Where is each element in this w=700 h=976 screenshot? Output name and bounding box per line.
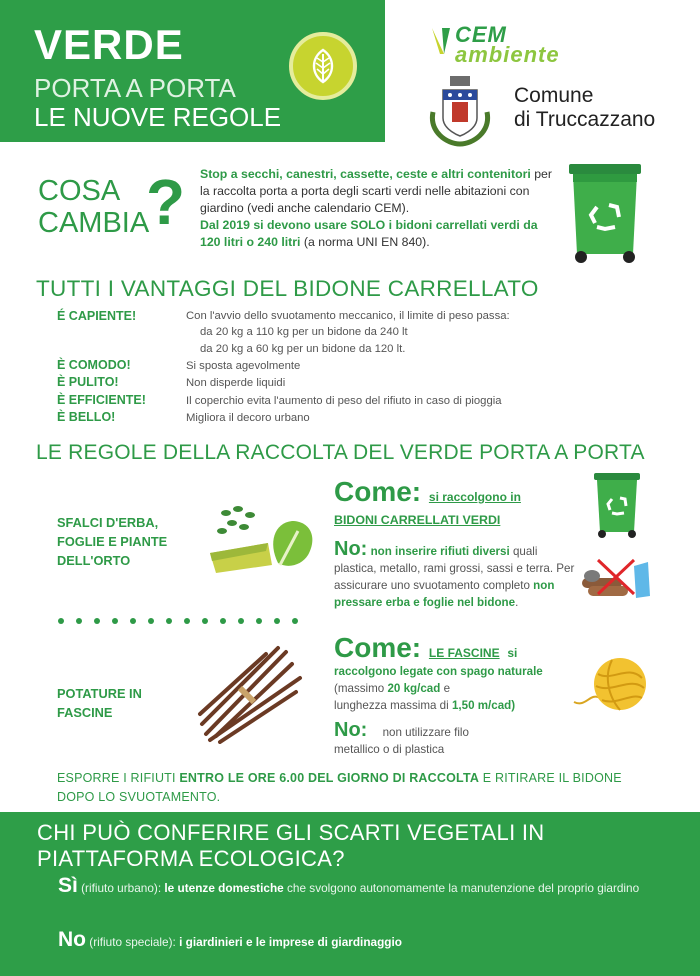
coat-of-arms-icon — [425, 72, 495, 147]
logo-text-ambiente: ambiente — [455, 42, 560, 67]
potature-come-max1c: e — [443, 682, 451, 695]
cambia-p2-rest: (a norma UNI EN 840). — [303, 235, 430, 249]
regole-title: LE REGOLE DELLA RACCOLTA DEL VERDE PORTA A PORTA — [36, 441, 645, 464]
footer-no-bold: i giardinieri e le imprese di giardinaggio — [179, 935, 402, 949]
sfalci-label-3: DELL'ORTO — [57, 553, 131, 568]
comune-label-1: Comune — [514, 84, 594, 107]
category-sfalci — [57, 513, 167, 570]
potature-come — [334, 632, 517, 664]
page-subtitle-2: LE NUOVE REGOLE — [34, 102, 282, 132]
potature-come-max1b: 20 kg/cad — [387, 682, 441, 695]
section-divider-dots — [58, 614, 308, 628]
forbidden-waste-icon — [578, 556, 660, 600]
small-bin-icon — [593, 472, 641, 538]
adv-desc-efficiente: Il coperchio evita l'aumento di peso del rifiuto in caso di pioggia — [186, 395, 502, 407]
page-title: VERDE — [34, 21, 184, 68]
esporre-a: ESPORRE I RIFIUTI — [57, 771, 176, 785]
footer-no-paren: (rifiuto speciale): — [89, 935, 176, 949]
leaf-icon — [289, 32, 357, 100]
potature-come-text — [334, 663, 554, 714]
cosa-cambia-heading-2: CAMBIA — [38, 207, 150, 239]
sfalci-no-bold: non inserire rifiuti diversi — [370, 545, 510, 558]
branches-bundle-icon — [196, 644, 306, 744]
sfalci-come-text-2: BIDONI CARRELLATI VERDI — [334, 513, 501, 527]
esporre-b: ENTRO LE ORE 6.00 DEL GIORNO DI RACCOLTA — [179, 771, 480, 785]
footer-title-2: PIATTAFORMA ECOLOGICA? — [37, 846, 345, 871]
adv-desc-comodo: Si sposta agevolmente — [186, 360, 301, 372]
adv-label-pulito: È PULITO! — [57, 375, 119, 389]
footer-no-head: No — [58, 928, 86, 951]
adv-desc-pulito: Non disperde liquidi — [186, 377, 286, 389]
adv-desc-capiente-240: da 20 kg a 110 kg per un bidone da 240 lt — [200, 326, 408, 338]
esporre-c: E RITIRARE IL BIDONE DOPO LO SVUOTAMENTO. — [57, 771, 622, 804]
twine-ball-icon — [572, 652, 648, 716]
footer-si-text — [58, 876, 658, 898]
footer-si-rest: che svolgono autonomamente la manutenzione del proprio giardino — [287, 881, 640, 895]
sfalci-come — [334, 476, 521, 508]
sfalci-label-2: FOGLIE E PIANTE — [57, 534, 168, 549]
logo-text-cem: CEM — [455, 22, 507, 47]
footer-si-bold: le utenze domestiche — [164, 881, 284, 895]
adv-desc-capiente-120: da 20 kg a 60 kg per un bidone da 120 lt. — [200, 343, 406, 355]
adv-desc-capiente: Con l'avvio dello svuotamento meccanico, il limite di peso passa: — [186, 310, 510, 322]
adv-label-capiente: É CAPIENTE! — [57, 309, 137, 323]
cambia-p2-bold: Dal 2019 si devono usare SOLO i bidoni carrellati verdi da 120 litri o 240 litri — [200, 218, 538, 249]
footer-si-paren: (rifiuto urbano): — [81, 881, 162, 895]
adv-label-bello: È BELLO! — [57, 410, 116, 424]
page-subtitle-1: PORTA A PORTA — [34, 73, 236, 103]
category-potature — [57, 684, 142, 722]
cosa-cambia-heading-1: COSA — [38, 175, 121, 207]
cosa-cambia-text — [200, 166, 552, 251]
potature-come-b: raccolgono legate con spago naturale — [334, 665, 543, 678]
footer-no-text — [58, 928, 658, 952]
sfalci-label-1: SFALCI D'ERBA, — [57, 515, 159, 530]
potature-come-max2: lunghezza massima di — [334, 699, 449, 712]
esporre-notice — [57, 769, 657, 807]
sfalci-no-head: No: — [334, 538, 368, 560]
potature-no-text-2: metallico o di plastica — [334, 743, 445, 756]
footer-si-head: Sì — [58, 874, 78, 897]
grass-leaves-icon — [208, 503, 320, 575]
adv-label-efficiente: È EFFICIENTE! — [57, 393, 146, 407]
green-bin-icon — [567, 162, 643, 264]
question-mark: ? — [146, 166, 186, 238]
cambia-p1-rest: per la raccolta porta a porta degli scarti verdi nelle abitazioni con giardino (vedi anche calendario CEM). — [200, 167, 552, 215]
sfalci-come-head: Come: — [334, 476, 422, 507]
sfalci-no-text — [334, 538, 578, 611]
cambia-p1-bold: Stop a secchi, canestri, cassette, ceste e altri contenitori — [200, 167, 531, 181]
footer-title-1: CHI PUÒ CONFERIRE GLI SCARTI VEGETALI IN — [37, 820, 545, 845]
vantaggi-title: TUTTI I VANTAGGI DEL BIDONE CARRELLATO — [36, 276, 539, 301]
potature-come-max2b: 1,50 m/cad) — [451, 699, 516, 712]
sfalci-come-text-1: si raccolgono in — [428, 490, 521, 504]
adv-desc-bello: Migliora il decoro urbano — [186, 412, 310, 424]
potature-no-text — [334, 719, 524, 758]
sfalci-no-bold2: non pressare erba e foglie nel bidone — [334, 579, 555, 609]
potature-come-s: si — [507, 646, 518, 660]
sfalci-no-end: . — [515, 596, 519, 609]
potature-no-text-1: non utilizzare filo — [382, 726, 469, 739]
sfalci-no-rest: quali plastica, metallo, rami grossi, sassi e terra. Per assicurare uno svuotamento completo — [334, 545, 575, 592]
potature-come-head: Come: — [334, 632, 422, 663]
potature-label-1: POTATURE IN — [57, 686, 142, 701]
sfalci-come-line2 — [334, 511, 500, 529]
potature-no-head: No: — [334, 719, 368, 741]
comune-label-2: di Truccazzano — [514, 108, 656, 131]
adv-label-comodo: È COMODO! — [57, 358, 131, 372]
potature-come-u: LE FASCINE — [428, 646, 500, 660]
potature-come-max1: (massimo — [334, 682, 385, 695]
potature-label-2: FASCINE — [57, 705, 113, 720]
